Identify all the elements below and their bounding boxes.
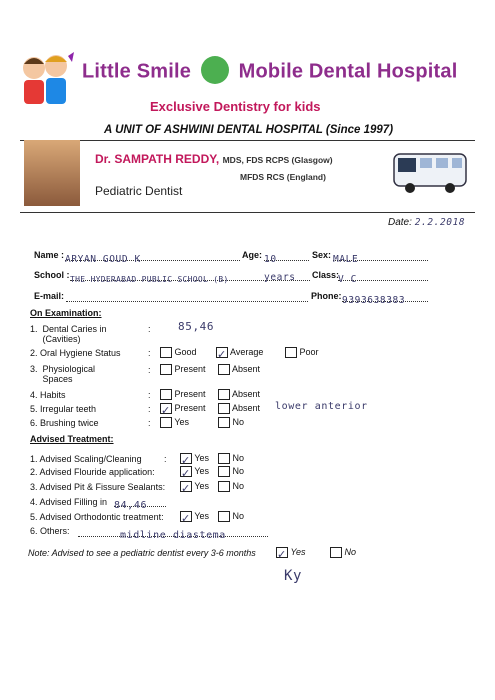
name-field[interactable] [65, 249, 240, 265]
followup-yes-label: Yes [290, 547, 306, 557]
email-field[interactable] [66, 290, 308, 302]
exam-item-brushing-colon: : [148, 418, 151, 428]
exam-item-hygiene-colon: : [148, 348, 151, 358]
exam-item-caries-colon: : [148, 324, 151, 334]
habits-present-option[interactable] [160, 389, 206, 400]
scaling-no-option[interactable] [218, 453, 244, 464]
exam-item-irregular-colon: : [148, 404, 151, 414]
habits-absent-option[interactable] [218, 389, 260, 400]
bus-icon [390, 148, 470, 196]
initials: Ky [284, 568, 303, 584]
doctor-mfds: MFDS RCS (England) [240, 172, 326, 182]
brushing-yes-checkbox[interactable] [160, 417, 172, 428]
hygiene-poor-label: Poor [299, 347, 319, 357]
filling-value: 84,46 [114, 500, 148, 511]
exam-item-hygiene-label: 2. Oral Hygiene Status [30, 348, 121, 358]
treat-item-filling-label: 4. Advised Filling in [30, 497, 108, 507]
brushing-no-option[interactable] [218, 417, 244, 428]
irregular-absent-checkbox[interactable] [218, 403, 230, 414]
ortho-yes-label: Yes [194, 511, 210, 521]
treatment-heading: Advised Treatment: [30, 434, 114, 444]
check-mark-icon: ✓ [181, 468, 191, 481]
treat-item-others-label: 6. Others: [30, 526, 70, 536]
ortho-no-option[interactable] [218, 511, 244, 522]
name-value: ARYAN GOUD K [65, 254, 141, 265]
followup-no-label: No [344, 547, 357, 557]
habits-absent-checkbox[interactable] [218, 389, 230, 400]
header-divider [20, 140, 475, 141]
hygiene-good-checkbox[interactable] [160, 347, 172, 358]
scaling-yes-label: Yes [194, 453, 210, 463]
spaces-present-checkbox[interactable] [160, 364, 172, 375]
check-mark-icon: ✓ [277, 549, 287, 562]
fluoride-no-label: No [232, 466, 245, 476]
habits-present-checkbox[interactable] [160, 389, 172, 400]
email-label: E-mail: [34, 291, 65, 301]
doctor-name-line [95, 152, 333, 166]
date-label: Date: [388, 217, 412, 228]
check-mark-icon: ✓ [217, 349, 227, 362]
sex-label: Sex: [312, 250, 332, 260]
spaces-absent-option[interactable] [218, 364, 260, 375]
irregular-present-label: Present [174, 403, 206, 413]
exam-item-brushing-label: 6. Brushing twice [30, 418, 99, 428]
sealants-yes-checkbox[interactable] [180, 481, 192, 496]
hospital-title [82, 58, 458, 86]
hygiene-average-option[interactable] [216, 347, 264, 362]
sealants-no-label: No [232, 481, 245, 491]
name-label: Name : [34, 250, 65, 260]
exam-item-caries-label: 1. Dental Caries in (Cavities) [30, 324, 107, 344]
check-mark-icon: ✓ [181, 483, 191, 496]
age-label: Age: [242, 250, 262, 260]
scaling-yes-checkbox[interactable] [180, 453, 192, 468]
treat-item-sealants-label: 3. Advised Pit & Fissure Sealants: [30, 482, 166, 492]
sealants-no-option[interactable] [218, 481, 244, 492]
scaling-no-label: No [232, 453, 245, 463]
irregular-present-checkbox[interactable] [160, 403, 172, 418]
scaling-yes-option[interactable] [180, 453, 210, 468]
irregular-absent-option[interactable] [218, 403, 260, 414]
sealants-no-checkbox[interactable] [218, 481, 230, 492]
class-value: V C [338, 274, 357, 285]
followup-yes-option[interactable] [276, 547, 306, 562]
exam-item-caries-value: 85,46 [178, 320, 215, 333]
brushing-no-label: No [232, 417, 245, 427]
others-field[interactable] [78, 525, 268, 541]
treat-item-ortho-label: 5. Advised Orthodontic treatment: [30, 512, 164, 522]
phone-value: 9393638383 [342, 295, 406, 306]
class-label: Class: [312, 270, 340, 280]
followup-note: Note: Advised to see a pediatric dentist every 3-6 months [28, 548, 256, 558]
phone-label: Phone: [311, 291, 342, 301]
followup-yes-checkbox[interactable] [276, 547, 288, 562]
brushing-yes-option[interactable] [160, 417, 189, 428]
spaces-absent-checkbox[interactable] [218, 364, 230, 375]
hygiene-poor-checkbox[interactable] [285, 347, 297, 358]
brushing-yes-label: Yes [174, 417, 190, 427]
doctor-name: Dr. SAMPATH REDDY, [95, 152, 220, 166]
check-mark-icon: ✓ [181, 513, 191, 526]
exam-item-spaces-colon: : [148, 365, 151, 375]
irregular-present-option[interactable] [160, 403, 206, 418]
scaling-no-checkbox[interactable] [218, 453, 230, 464]
age-value: 10 years [264, 254, 296, 283]
irregular-absent-label: Absent [232, 403, 261, 413]
hygiene-average-checkbox[interactable] [216, 347, 228, 362]
filling-field[interactable] [114, 495, 166, 511]
hygiene-average-label: Average [230, 347, 264, 357]
fluoride-yes-option[interactable] [180, 466, 210, 481]
title-right: Mobile Dental Hospital [238, 60, 458, 83]
check-mark-icon: ✓ [161, 405, 171, 418]
ortho-no-checkbox[interactable] [218, 511, 230, 522]
school-value: THE HYDERABAD PUBLIC SCHOOL (B) [70, 275, 229, 284]
age-field[interactable] [264, 249, 309, 283]
followup-no-option[interactable] [330, 547, 356, 558]
date-line [388, 217, 465, 228]
spaces-present-option[interactable] [160, 364, 206, 375]
sex-value: MALE [333, 254, 359, 265]
fluoride-no-checkbox[interactable] [218, 466, 230, 477]
phone-field[interactable] [342, 290, 428, 306]
fluoride-no-option[interactable] [218, 466, 244, 477]
sealants-yes-label: Yes [194, 481, 210, 491]
tooth-friends-badge-icon [201, 56, 229, 84]
hygiene-poor-option[interactable] [285, 347, 319, 358]
brushing-no-checkbox[interactable] [218, 417, 230, 428]
hospital-subtitle: Exclusive Dentistry for kids [150, 99, 321, 114]
title-left: Little Smile [82, 60, 192, 83]
fluoride-yes-label: Yes [194, 466, 210, 476]
sex-field[interactable] [333, 249, 428, 265]
school-field[interactable] [70, 269, 310, 284]
doctor-quals: MDS, FDS RCPS (Glasgow) [222, 155, 333, 165]
treat-item-scaling-colon: : [164, 454, 167, 464]
date-value: 2.2.2018 [414, 217, 466, 228]
kids-logo-icon [14, 50, 76, 108]
hygiene-good-label: Good [174, 347, 197, 357]
exam-item-habits-colon: : [148, 390, 151, 400]
sealants-yes-option[interactable] [180, 481, 210, 496]
ortho-no-label: No [232, 511, 245, 521]
spaces-present-label: Present [174, 364, 206, 374]
doctor-divider [20, 212, 475, 213]
ortho-yes-option[interactable] [180, 511, 210, 526]
exam-item-habits-label: 4. Habits [30, 390, 66, 400]
exam-item-spaces-label: 3. Physiological Spaces [30, 364, 96, 384]
class-field[interactable] [338, 269, 428, 285]
unit-line: A UNIT OF ASHWINI DENTAL HOSPITAL (Since 1997) [104, 124, 394, 136]
check-mark-icon: ✓ [181, 455, 191, 468]
treat-item-fluoride-label: 2. Advised Flouride application: [30, 467, 155, 477]
habits-present-label: Present [174, 389, 206, 399]
fluoride-yes-checkbox[interactable] [180, 466, 192, 481]
irregular-note: lower anterior [275, 401, 368, 412]
examination-heading: On Examination: [30, 308, 102, 318]
hygiene-good-option[interactable] [160, 347, 197, 358]
doctor-specialty: Pediatric Dentist [95, 184, 183, 198]
spaces-absent-label: Absent [232, 364, 261, 374]
others-value: midline diastema [120, 530, 226, 541]
followup-no-checkbox[interactable] [330, 547, 342, 558]
treat-item-scaling-label: 1. Advised Scaling/Cleaning [30, 454, 142, 464]
habits-absent-label: Absent [232, 389, 261, 399]
exam-item-irregular-label: 5. Irregular teeth [30, 404, 97, 414]
doctor-photo [24, 140, 80, 206]
ortho-yes-checkbox[interactable] [180, 511, 192, 526]
school-label: School : [34, 270, 70, 280]
